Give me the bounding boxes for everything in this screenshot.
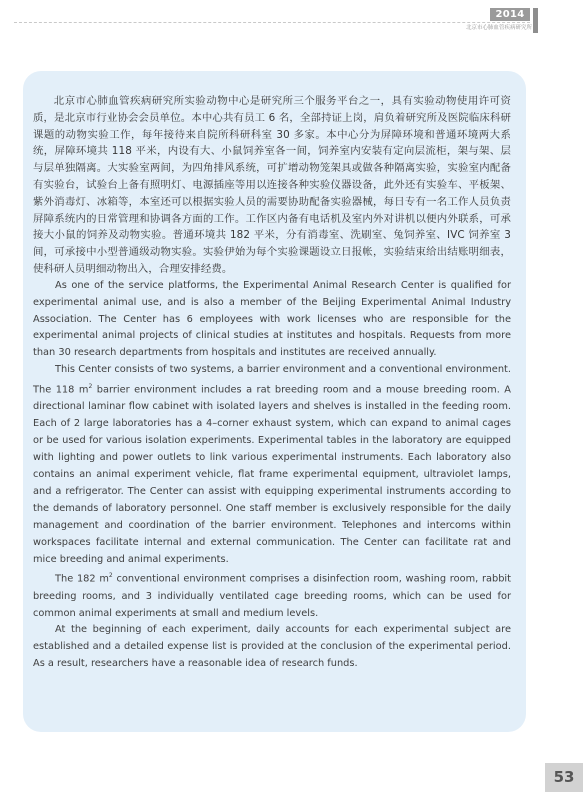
paragraph-text: This Center consists of two systems, a barrier environment and a conventional environment. The 118 m (33, 364, 511, 396)
paragraph-text: conventional environment comprises a disinfection room, washing room, rabbit breeding rooms, and 3 individually ventilated cage breeding rooms, which can be used for common animal experiments at small and medium levels. (33, 573, 511, 619)
header-divider (14, 22, 530, 23)
year-badge: 2014 (490, 8, 530, 21)
page-number: 53 (545, 763, 583, 792)
paragraph-text: barrier environment includes a rat breeding room and a mouse breeding room. A directional laminar flow cabinet with isolated layers and shelves is installed in the feeding room. Each of 2 large laboratories has a 4–corner exhaust system, which can expand to animal cages or be used for various isolation experiments. Experimental tables in the laboratory are equipped with lighting and power outlets to link various experimental instruments. Each laboratory also contains an animal experiment vehicle, flat frame experimental equipment, ultraviolet lamps, and a refrigerator. The Center can assist with equipping experimental instruments according to the demands of laboratory personnel. One staff member is exclusively responsible for the daily management and coordination of the barrier environment. Telephones and intercoms within workspaces facilitate internal and external communication. The Center can facilitate rat and mice breeding and animal experiments. (33, 384, 511, 565)
article-body (33, 93, 511, 673)
paragraph-english-4: At the beginning of each experiment, daily accounts for each experimental subject are established and a detailed expense list is provided at the conclusion of the experimental period. As a result, researchers have a reasonable idea of research funds. (33, 624, 511, 670)
superscript: 2 (108, 572, 113, 580)
paragraph-english-2 (33, 362, 511, 568)
header-accent-bar (533, 8, 538, 33)
paragraph-text: The 182 m (55, 573, 109, 585)
paragraph-english-1: As one of the service platforms, the Experimental Animal Research Center is qualified for experimental animal use, and is also a member of the Beijing Experimental Animal Industry Association. The Center has 6 employees with work licenses who are responsible for the experimental animal projects of clinical studies at institutes and hospitals. Requests from more than 30 research departments from hospitals and institutes are received annually. (33, 279, 511, 359)
header-subtitle: 北京市心肺血管疾病研究所 (465, 25, 532, 31)
paragraph-english-3 (33, 568, 511, 622)
paragraph-chinese: 北京市心肺血管疾病研究所实验动物中心是研究所三个服务平台之一，具有实验动物使用许可资质，是北京市行业协会会员单位。本中心共有员工 6 名，全部持证上岗，肩负着研究所及医院临床科研课题的动物实验工作，每年接待来自院所科研科室 30 多家。本中心分为屏障环境和普通环境两大系统，屏障环境共 118 平米，内设有大、小鼠饲养室各一间，饲养室内安装有定向层流柜，架与架、层与层单独隔离。大实验室两间，为四角排风系统，可扩增动物笼架具或做各种隔离实验，实验室内配备有实验台，试验台上备有照明灯、电源插座等用以连接各种实验仪器设备，此外还有实验车、平板架、紫外消毒灯、冰箱等，本室还可以根据实验人员的需要协助配备实验器械，每日专有一名工作人员负责屏障系统内的日常管理和协调各方面的工作。工作区内备有电话机及室内外对讲机以便内外联系，可承接大小鼠的饲养及动物实验。普通环境共 182 平米，分有消毒室、洗刷室、兔饲养室、IVC 饲养室 3 间，可承接中小型普通级动物实验。实验伊始为每个实验课题设立日报帐，实验结束给出结账明细表，使科研人员明细动物出入，合理安排经费。 (33, 95, 511, 275)
superscript: 2 (88, 383, 93, 391)
